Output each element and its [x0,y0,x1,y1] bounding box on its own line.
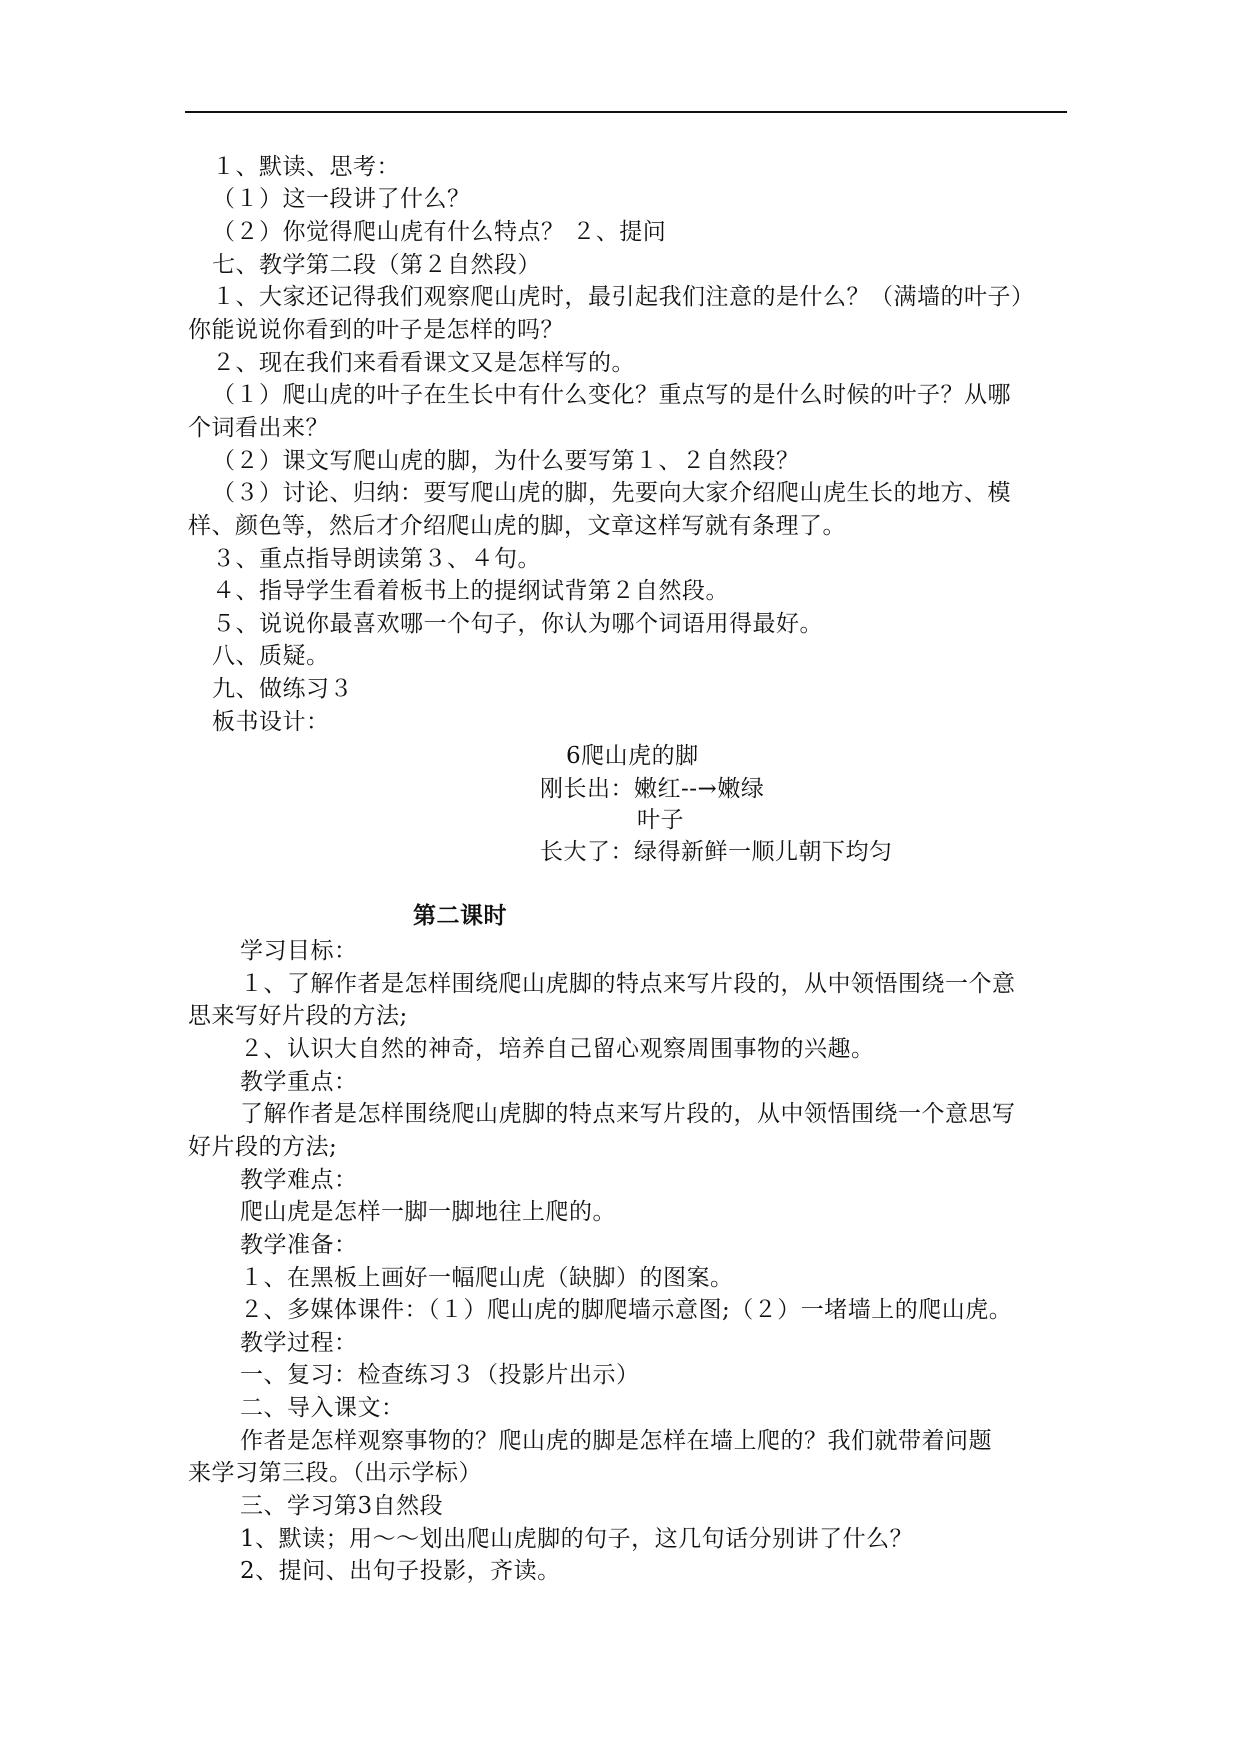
header-rule [185,111,1067,113]
section-heading: 第二课时 [413,902,507,929]
text-line: 好片段的方法; [188,1134,338,1160]
text-line: 七、教学第二段（第２自然段） [212,252,541,278]
text-line: （２）你觉得爬山虎有什么特点？ ２、提问 [212,219,667,245]
text-line: 教学过程： [240,1330,358,1356]
board-row: 刚长出：嫩红--→嫩绿 [540,776,765,802]
text-line: 来学习第三段。（出示学标） [188,1460,482,1486]
text-line: 作者是怎样观察事物的？爬山虎的脚是怎样在墙上爬的？我们就带着问题 [240,1428,992,1454]
text-line: 样、颜色等，然后才介绍爬山虎的脚，文章这样写就有条理了。 [188,513,846,539]
text-line: 板书设计： [212,709,330,735]
text-line: ４、指导学生看着板书上的提纲试背第２自然段。 [212,578,729,604]
text-line: 一、复习：检查练习３（投影片出示） [240,1362,640,1388]
board-row: 长大了：绿得新鲜一顺儿朝下均匀 [540,839,893,865]
text-line: 九、做练习３ [212,676,353,702]
text-line: 学习目标： [240,938,358,964]
text-line: 1、默读；用～～划出爬山虎脚的句子，这几句话分别讲了什么？ [240,1526,914,1552]
text-line: 你能说说你看到的叶子是怎样的吗？ [188,317,564,343]
text-line: １、在黑板上画好一幅爬山虎（缺脚）的图案。 [240,1265,734,1291]
text-line: ２、认识大自然的神奇，培养自己留心观察周围事物的兴趣。 [240,1036,875,1062]
text-line: （３）讨论、归纳：要写爬山虎的脚，先要向大家介绍爬山虎生长的地方、模 [212,480,1011,506]
text-line: 了解作者是怎样围绕爬山虎脚的特点来写片段的，从中领悟围绕一个意思写 [240,1101,1016,1127]
text-line: 爬山虎是怎样一脚一脚地往上爬的。 [240,1199,616,1225]
text-line: １、默读、思考： [212,154,400,180]
text-line: 教学难点： [240,1167,358,1193]
text-line: （２）课文写爬山虎的脚，为什么要写第１、２自然段？ [212,448,800,474]
text-line: １、了解作者是怎样围绕爬山虎脚的特点来写片段的，从中领悟围绕一个意 [240,971,1016,997]
text-line: １、大家还记得我们观察爬山虎时，最引起我们注意的是什么？（满墙的叶子） [212,284,1035,310]
text-line: （１）爬山虎的叶子在生长中有什么变化？重点写的是什么时候的叶子？从哪 [212,382,1011,408]
text-line: 2、提问、出句子投影，齐读。 [240,1558,561,1584]
text-line: 个词看出来？ [188,415,329,441]
board-title: 6爬山虎的脚 [566,743,699,769]
text-line: ５、说说你最喜欢哪一个句子，你认为哪个词语用得最好。 [212,611,823,637]
text-line: ３、重点指导朗读第３、４句。 [212,546,541,572]
text-line: （１）这一段讲了什么？ [212,186,471,212]
text-line: 思来写好片段的方法; [188,1003,408,1029]
text-line: 教学重点： [240,1069,358,1095]
text-line: 二、导入课文： [240,1395,405,1421]
text-line: ２、现在我们来看看课文又是怎样写的。 [212,350,635,376]
text-line: 八、质疑。 [212,643,330,669]
text-line: 三、学习第3自然段 [240,1493,444,1519]
board-row: 叶子 [637,807,684,833]
text-line: 教学准备： [240,1232,358,1258]
text-line: ２、多媒体课件：（１）爬山虎的脚爬墙示意图;（２）一堵墙上的爬山虎。 [240,1297,1013,1323]
